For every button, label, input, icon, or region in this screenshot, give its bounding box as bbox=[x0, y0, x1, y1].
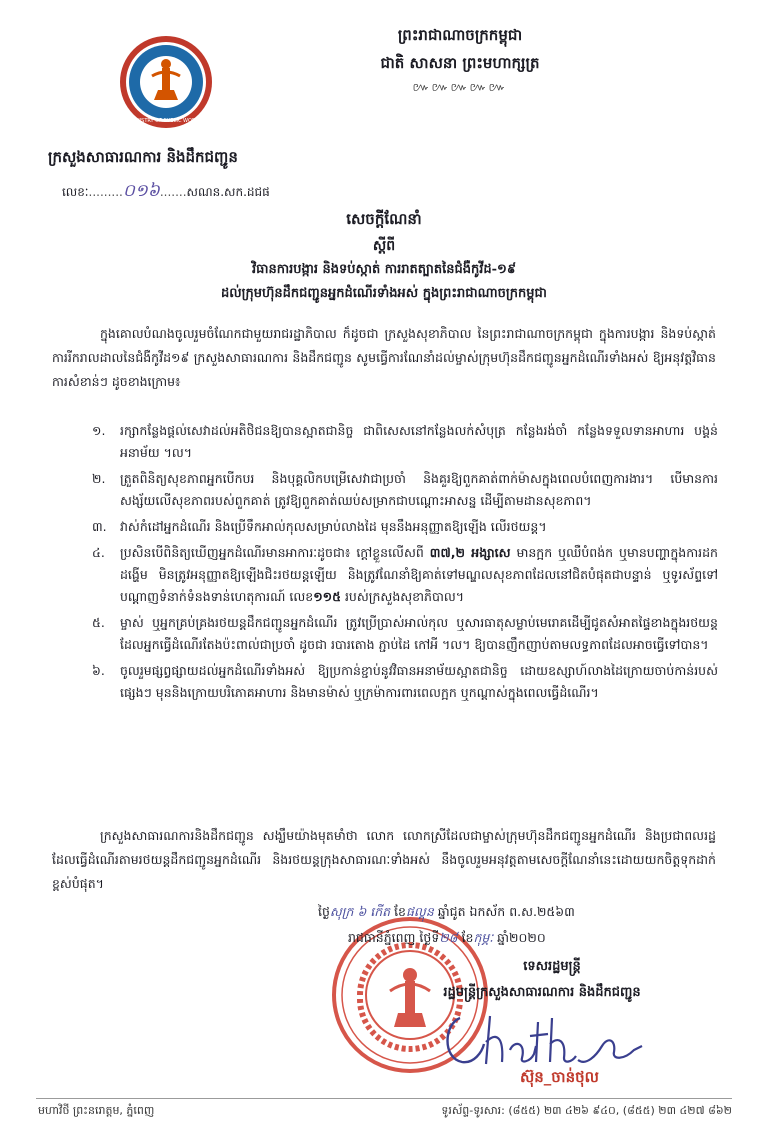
reference-line bbox=[62, 180, 270, 205]
intro-paragraph: ក្នុងគោលបំណងចូលរួមចំណែកជាមួយរាជរដ្ឋាភិបាល ក៏ដូចជា ក្រសួងសុខាភិបាល នៃព្រះរាជាណាចក្រកម្ពុជា ក្នុងការបង្ការ និងទប់ស្កាត់ការរីករាលដាលនៃជំងឺកូវីដ១៩ ក្រសួងសាធារណការ និងដឹកជញ្ជូន សូមធ្វើការណែនាំដល់ម្ចាស់ក្រុមហ៊ុនដឹកជញ្ជូនអ្នកដំណើរទាំងអស់ ឱ្យអនុវត្តវិធានការសំខាន់ៗ ដូចខាងក្រោម៖ bbox=[52, 326, 716, 389]
closing-paragraph: ក្រសួងសាធារណការនិងដឹកជញ្ជូន សង្ឃឹមយ៉ាងមុតមាំថា លោក លោកស្រីដែលជាម្ចាស់ក្រុមហ៊ុនដឹកជញ្ជូនអ្នកដំណើរ និងប្រជាពលរដ្ឋដែលធ្វើដំណើរតាមរថយន្តដឹកជញ្ជូនអ្នកដំណើរ និងរថយន្តក្រុងសាធារណៈទាំងអស់ នឹងចូលរួមអនុវត្តតាមសេចក្ដីណែនាំនេះដោយយកចិត្តទុកដាក់ខ្ពស់បំផុត។ bbox=[52, 828, 716, 891]
list-item bbox=[92, 660, 718, 704]
ref-label: លេខៈ bbox=[62, 185, 89, 199]
ref-dots: ....... bbox=[159, 185, 187, 199]
signatory-position: រដ្ឋមន្ត្រីក្រសួងសាធារណការ និងដឹកជញ្ជូន bbox=[443, 985, 641, 1000]
item-text-before: ប្រសិនបើពិនិត្យឃើញអ្នកដំណើរមានអាការៈដូចជា៖ ក្ដៅខ្លួនលើសពី bbox=[120, 545, 424, 560]
kingdom-name: ព្រះរាជាណាចក្រកម្ពុជា bbox=[397, 26, 523, 44]
lunar-date-line bbox=[318, 904, 728, 923]
document-topic bbox=[40, 258, 728, 306]
date-day: ២៨ bbox=[439, 930, 458, 945]
gregorian-date-line bbox=[348, 930, 728, 949]
national-motto: ជាតិ សាសនា ព្រះមហាក្សត្រ bbox=[380, 54, 540, 72]
lunar-prefix: ថ្ងៃ bbox=[318, 904, 330, 919]
list-item bbox=[92, 468, 718, 512]
topic-line-1: វិធានការបង្ការ និងទប់ស្កាត់ ការរាតត្បាតនៃជំងឺកូវីដ-១៩ bbox=[251, 262, 517, 277]
month-label: ខែ bbox=[461, 930, 474, 945]
item-text: ចូលរួមផ្សព្វផ្សាយដល់អ្នកដំណើរទាំងអស់ ឱ្យប្រកាន់ខ្ជាប់នូវវិធានអនាម័យស្អាតជានិច្ច ដោយឧស្សាហ៍លាងដៃក្រោយចាប់កាន់របស់ផ្សេងៗ មុននិងក្រោយបរិភោគអាហារ និងមានម៉ាស់ ឬក្រម៉ាការពារពេលក្អក ឬកណ្ដាស់ក្នុងពេលធ្វើដំណើរ។ bbox=[120, 663, 718, 700]
item-number: ៣. bbox=[92, 519, 107, 534]
item-text: ត្រួតពិនិត្យសុខភាពអ្នកបើកបរ និងបុគ្គលិកបម្រើសេវាជាប្រចាំ និងគួរឱ្យពួកគាត់ពាក់ម៉ាសក្នុងពេលបំពេញការងារ។ បើមានការសង្ស័យលើសុខភាពរបស់ពួកគាត់ ត្រូវឱ្យពួកគាត់ឈប់សម្រាកជាបណ្ដោះអាសន្ន ដើម្បីតាមដានសុខភាព។ bbox=[120, 471, 718, 508]
item-text: រក្សាកន្លែងផ្ដល់សេវាដល់អតិថិជនឱ្យបានស្អាតជានិច្ច ជាពិសេសនៅកន្លែងលក់សំបុត្រ កន្លែងរង់ចាំ កន្លែងទទួលទានអាហារ បង្គន់អនាម័យ ។ល។ bbox=[120, 423, 718, 460]
item-text: ម្ចាស់ ឬអ្នកគ្រប់គ្រងរថយន្តដឹកជញ្ជូនអ្នកដំណើរ ត្រូវប្រើប្រាស់អាល់កុល ឬសារធាតុសម្លាប់មេរោគដើម្បីជូតសំអាតផ្ទៃខាងក្នុងរថយន្ត ដែលអ្នកធ្វើដំណើរតែងប៉ះពាល់ជាប្រចាំ ដូចជា របារតោង ភ្ជាប់ដៃ កៅអី ។ល។ ឱ្យបានញឹកញាប់តាមលទ្ធភាពដែលអាចធ្វើទៅបាន។ bbox=[120, 615, 718, 652]
lunar-year: ឆ្នាំជូត ឯកស័ក ព.ស.២៥៦៣ bbox=[437, 904, 575, 919]
list-item bbox=[92, 542, 718, 608]
date-month: កុម្ភៈ bbox=[473, 930, 494, 945]
ref-suffix: សណន.សក.ដជផ bbox=[186, 185, 270, 199]
signatory-title: ទេសរដ្ឋមន្ត្រី bbox=[523, 959, 581, 974]
footer-phone: ទូរស័ព្ទ-ទូរសារ: (៨៥៥) ២៣ ៤២៦ ៩៤០, (៨៥៥) ២៣ ៤២៧ ៨៦២ bbox=[441, 1104, 732, 1117]
document-title: សេចក្ដីណែនាំ bbox=[346, 210, 422, 228]
ref-number: ០១៦ bbox=[122, 181, 160, 201]
kingdom-header bbox=[300, 24, 620, 98]
handwritten-signature bbox=[438, 1006, 648, 1076]
item-text: វាស់កំដៅអ្នកដំណើរ និងប្រើទឹកអាល់កុលសម្រាប់លាងដៃ មុននឹងអនុញ្ញាតឱ្យឡើង លើរថយន្ត។ bbox=[120, 519, 547, 534]
item-number: ១. bbox=[92, 423, 106, 438]
lunar-month: ផល្គុន bbox=[406, 904, 434, 919]
hotline-number: ១១៥ bbox=[313, 589, 341, 604]
signatory-name: ស៊ុន_ចាន់ថុល bbox=[520, 1068, 599, 1086]
list-item bbox=[92, 612, 718, 656]
document-subtitle: ស្ដីពី bbox=[372, 238, 396, 254]
date-year: ឆ្នាំ២០២០ bbox=[497, 930, 546, 945]
measures-list bbox=[92, 420, 718, 708]
item-number: ៦. bbox=[92, 663, 105, 678]
lunar-day: សុក្រ ៦ កើត bbox=[329, 904, 391, 919]
list-item bbox=[92, 420, 718, 464]
svg-text:MINISTRY OF PUBLIC WORKS: MINISTRY OF PUBLIC WORKS bbox=[130, 118, 202, 124]
item-text-end: របស់ក្រសួងសុខាភិបាល។ bbox=[344, 589, 465, 604]
item-number: ២. bbox=[92, 471, 106, 486]
header-ornament: ៚៚៚៚៚ bbox=[412, 80, 508, 94]
item-number: ៤. bbox=[92, 545, 105, 560]
temperature-threshold: ៣៧,២ អង្សាសេ bbox=[429, 545, 511, 560]
ministry-logo bbox=[118, 34, 214, 130]
topic-line-2: ដល់ក្រុមហ៊ុនដឹកជញ្ជូនអ្នកដំណើរទាំងអស់ ក្នុងព្រះរាជាណាចក្រកម្ពុជា bbox=[221, 286, 547, 301]
item-number: ៥. bbox=[92, 615, 105, 630]
footer-address: មហាវិថី ព្រះនរោត្តម, ភ្នំពេញ bbox=[38, 1104, 155, 1117]
place-prefix: រាជធានីភ្នំពេញ ថ្ងៃទី bbox=[348, 930, 440, 945]
item-text-after: មានក្អក ឬឈឺបំពង់ក ឬមានបញ្ហាក្នុងការដកដង្ហើម មិនត្រូវអនុញ្ញាតឱ្យឡើងជិះរថយន្តឡើយ និងត្រូវណែនាំឱ្យគាត់ទៅមណ្ឌលសុខភាពដែលនៅជិតបំផុតជាបន្ទាន់ ឬទូរស័ព្ទទៅបណ្ដាញទំនាក់ទំនងទាន់ហេតុការណ៍ លេខ bbox=[120, 545, 718, 604]
lunar-month-label: ខែ bbox=[394, 904, 406, 919]
ministry-name: ក្រសួងសាធារណការ និងដឹកជញ្ជូន bbox=[48, 148, 238, 166]
list-item bbox=[92, 516, 718, 538]
footer-divider bbox=[36, 1098, 732, 1099]
ref-dots: ......... bbox=[88, 185, 123, 199]
